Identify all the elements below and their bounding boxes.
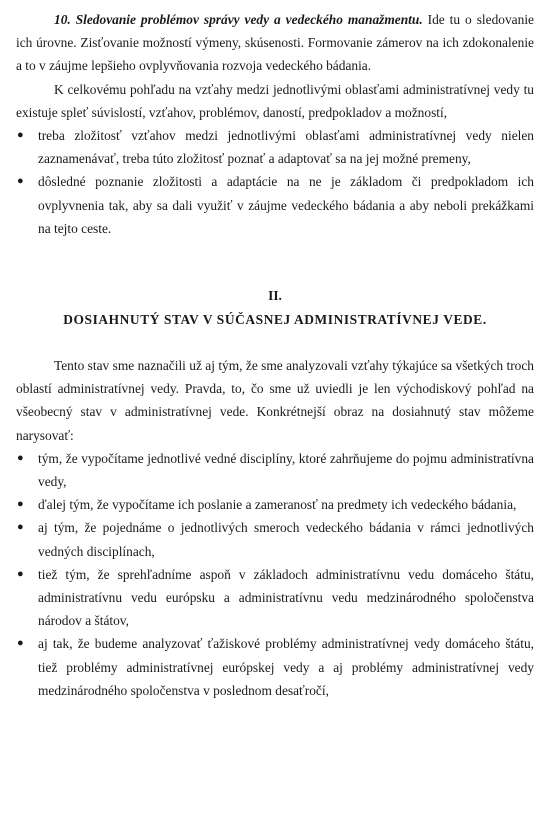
title-spacer <box>16 332 534 354</box>
list-item: ● tým, že vypočítame jednotlivé vedné disciplíny, ktoré zahrňujeme do pojmu administratívna vedy, <box>16 447 534 493</box>
section-10-bullet-list <box>16 124 534 240</box>
bullet-icon: ● <box>17 451 24 464</box>
bullet-icon: ● <box>17 175 24 188</box>
list-item: ● aj tým, že pojednáme o jednotlivých smeroch vedeckého bádania v rámci jednotlivých vedných disciplínach, <box>16 516 534 562</box>
list-item: ● aj tak, že budeme analyzovať ťažiskové problémy administratívnej vedy domáceho štátu, tiež problémy administratívnej európskej vedy a aj problémy administratívnej vedy medzinárodného spoločenstva v poslednom desaťročí, <box>16 632 534 702</box>
section-2-title: DOSIAHNUTÝ STAV V SÚČASNEJ ADMINISTRATÍVNEJ VEDE. <box>63 312 487 328</box>
bullet-icon: ● <box>17 129 24 142</box>
section-2-number: II. <box>268 288 282 304</box>
section-2-bullet-list <box>16 447 534 702</box>
bullet-icon: ● <box>17 521 24 534</box>
section-10-text: Ide tu o sledovanie ich úrovne. Zisťovanie možností výmeny, skúsenosti. Formovanie zámerov na ich zdokonalenie a to v záujme lepšieho ovplyvňovania rozvoja vedeckého bádania. <box>16 12 534 74</box>
relations-paragraph: K celkovému pohľadu na vzťahy medzi jednotlivými oblasťami administratívnej vedy tu existuje spleť súvislostí, vzťahov, problémov, daností, predpokladov a možností, <box>16 81 534 120</box>
list-item: ● tiež tým, že sprehľadníme aspoň v základoch administratívnu vedu domáceho štátu, administratívnu vedu európsku a administratívnu vedu medzinárodného spoločenstva národov a štátov, <box>16 563 534 633</box>
list-item: ● ďalej tým, že vypočítame ich poslanie a zameranosť na predmety ich vedeckého bádania, <box>16 493 534 516</box>
section-2-intro: Tento stav sme naznačili už aj tým, že sme analyzovali vzťahy týkajúce sa všetkých troch oblastí administratívnej vedy. Pravda, to, čo sme už uviedli je len východiskový pohľad na všeobecný stav v administratívnej vede. Konkrétnejší obraz na dosiahnutý stav môžeme narysovať: <box>16 358 534 443</box>
document-page <box>16 8 534 702</box>
bullet-icon: ● <box>17 498 24 511</box>
bullet-icon: ● <box>17 637 24 650</box>
section-spacer <box>16 240 534 284</box>
section-10-heading: 10. Sledovanie problémov správy vedy a vedeckého manažmentu. <box>54 12 423 27</box>
bullet-icon: ● <box>17 567 24 580</box>
section-10-paragraph <box>16 8 534 78</box>
list-item: ● dôsledné poznanie zložitosti a adaptácie na ne je základom či predpokladom ich ovplyvnenia tak, aby sa dali využiť v záujme vedeckého bádania a aby neboli prekážkami na tejto ceste. <box>16 170 534 240</box>
list-item: ● treba zložitosť vzťahov medzi jednotlivými oblasťami administratívnej vedy nielen zaznamenávať, treba túto zložitosť poznať a adaptovať sa na jej možné premeny, <box>16 124 534 170</box>
